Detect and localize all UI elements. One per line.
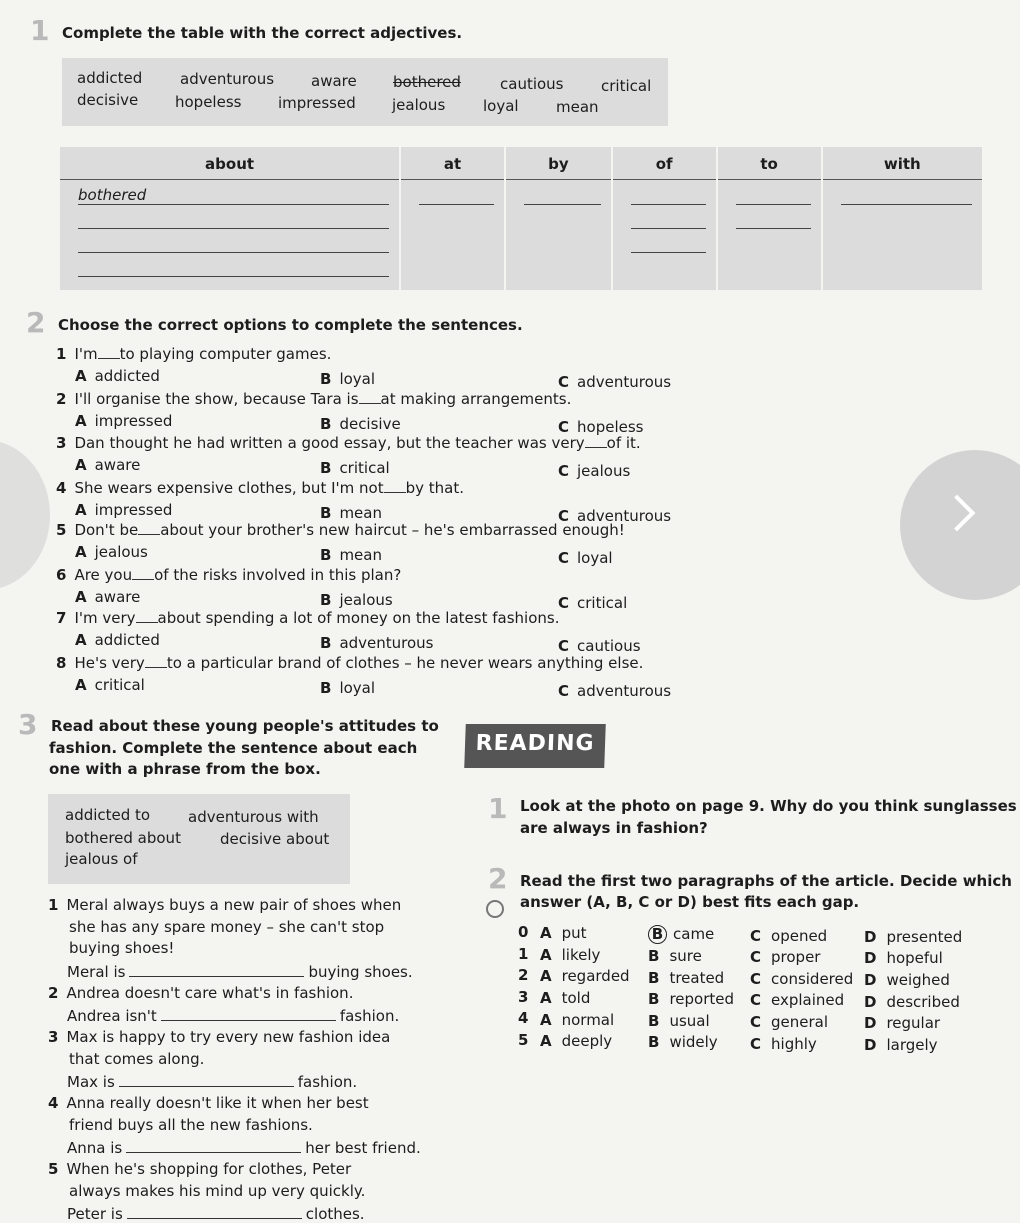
option-text: loyal bbox=[339, 679, 376, 697]
answer-blank[interactable] bbox=[136, 610, 158, 623]
option-text: cautious bbox=[577, 637, 641, 655]
sentence-start: Don't be bbox=[74, 521, 139, 539]
option-c[interactable] bbox=[558, 594, 627, 612]
option-letter: B bbox=[648, 1033, 660, 1052]
table-cell[interactable] bbox=[717, 180, 822, 291]
option-letter: D bbox=[864, 971, 877, 989]
answer-line[interactable] bbox=[631, 210, 706, 229]
gap-option-b[interactable] bbox=[648, 1033, 718, 1051]
sentence-end: of the risks involved in this plan? bbox=[154, 566, 402, 584]
answer-blank[interactable] bbox=[132, 567, 154, 580]
gap-number: 1 bbox=[518, 944, 529, 963]
completion-sentence bbox=[67, 1073, 357, 1091]
option-a[interactable] bbox=[75, 412, 172, 430]
option-letter: C bbox=[750, 926, 762, 945]
item-text-line bbox=[48, 896, 401, 914]
option-text: adventurous bbox=[577, 507, 672, 525]
question-sentence bbox=[56, 390, 571, 408]
option-a[interactable] bbox=[75, 456, 140, 474]
completion-sentence bbox=[67, 1139, 421, 1157]
item-line: Anna really doesn't like it when her best bbox=[66, 1094, 369, 1112]
answer-line[interactable] bbox=[161, 1020, 336, 1021]
item-number: 2 bbox=[48, 983, 59, 1002]
item-text-line bbox=[48, 1094, 369, 1112]
option-text: opened bbox=[771, 926, 828, 945]
sentence-start: Dan thought he had written a good essay, but the teacher was very bbox=[74, 434, 585, 452]
item-text-line bbox=[69, 1182, 365, 1200]
option-b[interactable] bbox=[320, 546, 382, 564]
option-text: deeply bbox=[561, 1032, 613, 1051]
exercise-number: 3 bbox=[18, 708, 38, 741]
reading-badge: READING bbox=[464, 724, 606, 768]
gap-option-d[interactable] bbox=[864, 971, 950, 989]
option-letter: C bbox=[750, 1013, 762, 1031]
answer-line[interactable] bbox=[841, 186, 972, 205]
question-sentence bbox=[56, 609, 559, 627]
option-text: critical bbox=[94, 676, 145, 694]
item-line: she has any spare money – she can't stop bbox=[69, 917, 385, 936]
question-number: 8 bbox=[56, 654, 67, 672]
option-a[interactable] bbox=[75, 676, 145, 694]
answer-line[interactable] bbox=[127, 1218, 302, 1219]
column-header: with bbox=[822, 147, 982, 180]
word: loyal bbox=[483, 97, 519, 115]
option-text: presented bbox=[886, 927, 963, 946]
option-letter: D bbox=[864, 1035, 877, 1054]
option-text: critical bbox=[577, 594, 628, 612]
sentence-end: to playing computer games. bbox=[119, 345, 332, 363]
phrase: addicted to bbox=[65, 806, 151, 824]
gap-option-a[interactable] bbox=[540, 924, 587, 942]
gap-option-b[interactable] bbox=[648, 947, 702, 965]
option-text: impressed bbox=[94, 412, 173, 430]
option-letter: A bbox=[75, 588, 87, 606]
option-letter: C bbox=[558, 418, 570, 436]
column-header: about bbox=[60, 147, 400, 180]
option-letter: C bbox=[558, 373, 570, 391]
target-icon bbox=[486, 900, 504, 918]
option-letter: B bbox=[648, 968, 660, 987]
option-letter: B bbox=[320, 415, 332, 433]
item-text-line bbox=[69, 918, 384, 936]
selected-option-circle: B bbox=[648, 925, 667, 944]
option-b[interactable] bbox=[320, 634, 434, 652]
gap-option-d[interactable] bbox=[864, 1036, 938, 1054]
sentence-start: She wears expensive clothes, but I'm not bbox=[74, 479, 384, 497]
option-b[interactable] bbox=[320, 415, 401, 433]
option-letter: A bbox=[540, 1010, 552, 1029]
option-letter: A bbox=[540, 967, 552, 986]
item-line: Max is happy to try every new fashion idea bbox=[66, 1028, 391, 1046]
item-number: 1 bbox=[48, 896, 59, 914]
exercise-instruction-line: one with a phrase from the box. bbox=[49, 760, 321, 778]
sentence-start: Andrea isn't bbox=[67, 1007, 157, 1025]
sentence-end: her best friend. bbox=[305, 1139, 421, 1157]
item-text-line bbox=[48, 984, 353, 1002]
phrase: decisive about bbox=[220, 830, 330, 848]
option-a[interactable] bbox=[75, 631, 160, 649]
option-text: adventurous bbox=[577, 682, 672, 700]
option-letter: D bbox=[864, 927, 877, 946]
question-sentence bbox=[56, 434, 641, 452]
option-text: critical bbox=[339, 459, 390, 477]
option-text: regular bbox=[886, 1014, 941, 1033]
option-letter: A bbox=[75, 367, 87, 385]
sentence-end: fashion. bbox=[297, 1073, 358, 1091]
option-text: impressed bbox=[94, 501, 173, 519]
option-letter: A bbox=[540, 1032, 552, 1051]
option-text: treated bbox=[669, 968, 725, 987]
gap-option-a[interactable] bbox=[540, 946, 600, 964]
option-c[interactable] bbox=[558, 549, 613, 567]
question-number: 2 bbox=[488, 862, 508, 895]
word: addicted bbox=[77, 69, 143, 87]
item-text-line bbox=[69, 1050, 204, 1068]
exercise-instruction-line: fashion. Complete the sentence about each bbox=[49, 739, 418, 757]
option-text: general bbox=[771, 1013, 829, 1031]
item-text-line bbox=[48, 1160, 351, 1178]
sentence-end: of it. bbox=[606, 434, 641, 452]
column-header: of bbox=[612, 147, 717, 180]
sentence-start: I'm bbox=[74, 345, 98, 363]
example-answer: bothered bbox=[78, 186, 389, 205]
item-text-line bbox=[69, 1116, 313, 1134]
option-text: largely bbox=[886, 1035, 938, 1054]
gap-number: 0 bbox=[518, 923, 529, 941]
sentence-end: about your brother's new haircut – he's embarrassed enough! bbox=[160, 521, 625, 539]
word: jealous bbox=[392, 96, 446, 114]
option-letter: C bbox=[558, 594, 570, 612]
question-number: 1 bbox=[488, 792, 508, 825]
item-text-line bbox=[69, 939, 174, 957]
option-text: regarded bbox=[561, 967, 630, 986]
option-text: mean bbox=[339, 546, 382, 564]
option-letter: B bbox=[648, 947, 660, 965]
option-b[interactable] bbox=[320, 591, 393, 609]
option-letter: C bbox=[558, 637, 570, 655]
exercise-instruction-line: Read about these young people's attitudes to bbox=[51, 717, 439, 735]
answer-line[interactable] bbox=[419, 186, 494, 205]
option-letter: B bbox=[320, 459, 332, 477]
gap-option-a[interactable] bbox=[540, 967, 630, 985]
completion-sentence bbox=[67, 1205, 365, 1223]
word: critical bbox=[601, 77, 652, 95]
option-text: considered bbox=[771, 969, 854, 988]
phrase: jealous of bbox=[65, 850, 138, 868]
gap-option-c[interactable] bbox=[750, 1035, 817, 1053]
answer-blank[interactable] bbox=[98, 346, 120, 359]
option-letter: B bbox=[320, 504, 332, 522]
sentence-start: I'm very bbox=[74, 609, 136, 627]
option-a[interactable] bbox=[75, 501, 172, 519]
gap-option-a[interactable] bbox=[540, 989, 590, 1007]
phrase: adventurous with bbox=[188, 808, 319, 826]
answer-blank[interactable] bbox=[145, 655, 167, 668]
option-text: jealous bbox=[577, 462, 631, 480]
question-number: 2 bbox=[56, 390, 67, 408]
table-cell[interactable] bbox=[400, 180, 505, 291]
option-text: put bbox=[561, 924, 587, 943]
option-text: jealous bbox=[339, 591, 393, 609]
gap-option-c[interactable] bbox=[750, 927, 827, 945]
option-letter: D bbox=[864, 1014, 877, 1033]
option-b[interactable] bbox=[320, 679, 375, 697]
option-letter: B bbox=[320, 370, 332, 388]
sentence-start: I'll organise the show, because Tara is bbox=[74, 390, 359, 408]
option-letter: A bbox=[75, 543, 87, 561]
question-sentence bbox=[56, 654, 643, 672]
sentence-start: Are you bbox=[74, 566, 133, 584]
gap-option-b[interactable] bbox=[648, 969, 724, 987]
option-a[interactable] bbox=[75, 588, 140, 606]
option-text: told bbox=[561, 989, 591, 1007]
question-number: 1 bbox=[56, 345, 67, 363]
sentence-start: He's very bbox=[74, 654, 145, 672]
option-letter: A bbox=[75, 676, 87, 694]
answer-line[interactable] bbox=[736, 210, 811, 229]
question-number: 4 bbox=[56, 479, 67, 497]
item-number: 4 bbox=[48, 1094, 59, 1112]
gap-option-b[interactable] bbox=[648, 1012, 710, 1030]
option-letter: B bbox=[320, 634, 332, 652]
option-b[interactable] bbox=[320, 370, 375, 388]
item-line: Andrea doesn't care what's in fashion. bbox=[66, 983, 354, 1002]
sentence-end: buying shoes. bbox=[308, 962, 413, 981]
answer-line[interactable] bbox=[129, 976, 304, 977]
question-sentence bbox=[56, 345, 331, 363]
word: impressed bbox=[278, 94, 356, 112]
word-struck: bothered bbox=[393, 73, 461, 91]
gap-option-d[interactable] bbox=[864, 949, 943, 967]
gap-option-d[interactable] bbox=[864, 928, 962, 946]
gap-option-c[interactable] bbox=[750, 991, 844, 1009]
gap-option-c[interactable] bbox=[750, 948, 820, 966]
item-number: 3 bbox=[48, 1028, 59, 1046]
phrase: bothered about bbox=[65, 829, 181, 847]
option-letter: C bbox=[558, 682, 570, 700]
answer-blank[interactable] bbox=[138, 522, 160, 535]
option-letter: A bbox=[75, 501, 87, 519]
sentence-start: Anna is bbox=[67, 1139, 123, 1157]
exercise-number: 2 bbox=[26, 306, 46, 339]
item-text-line bbox=[48, 1028, 390, 1046]
sentence-end: clothes. bbox=[305, 1205, 365, 1223]
answer-line[interactable] bbox=[78, 258, 389, 277]
option-text: aware bbox=[94, 588, 141, 606]
question-sentence bbox=[56, 479, 464, 497]
option-letter: C bbox=[558, 507, 570, 525]
word: hopeless bbox=[175, 93, 242, 111]
exercise-instruction: Choose the correct options to complete the sentences. bbox=[58, 316, 523, 334]
option-letter: C bbox=[750, 948, 762, 967]
option-letter: A bbox=[540, 989, 552, 1007]
answer-blank[interactable] bbox=[585, 435, 607, 448]
question-number: 5 bbox=[56, 521, 67, 539]
answer-line[interactable] bbox=[524, 186, 601, 205]
word: decisive bbox=[77, 91, 139, 109]
item-line: that comes along. bbox=[69, 1049, 205, 1068]
option-a[interactable] bbox=[75, 543, 148, 561]
gap-option-d[interactable] bbox=[864, 1014, 940, 1032]
gap-option-a[interactable] bbox=[540, 1011, 614, 1029]
question-sentence bbox=[56, 566, 401, 584]
option-text: explained bbox=[771, 991, 845, 1010]
adjective-table bbox=[60, 147, 982, 290]
item-line: friend buys all the new fashions. bbox=[69, 1115, 313, 1134]
answer-line[interactable] bbox=[119, 1086, 294, 1087]
item-number: 5 bbox=[48, 1160, 59, 1178]
option-letter: B bbox=[648, 1011, 660, 1030]
option-text: described bbox=[886, 992, 960, 1011]
sentence-end: to a particular brand of clothes – he never wears anything else. bbox=[166, 654, 644, 672]
option-b[interactable] bbox=[320, 504, 382, 522]
option-letter: A bbox=[540, 945, 552, 964]
sentence-start: Meral is bbox=[67, 962, 126, 981]
option-letter: A bbox=[75, 456, 87, 474]
option-letter: C bbox=[750, 969, 762, 988]
option-text: usual bbox=[669, 1011, 710, 1030]
sentence-end: by that. bbox=[405, 479, 464, 497]
gap-number: 5 bbox=[518, 1031, 529, 1049]
gap-option-b[interactable] bbox=[648, 925, 714, 944]
option-text: reported bbox=[669, 990, 735, 1009]
option-text: proper bbox=[771, 948, 821, 967]
word: aware bbox=[311, 72, 357, 90]
option-c[interactable] bbox=[558, 462, 630, 480]
question-text-line: answer (A, B, C or D) best fits each gap. bbox=[520, 893, 860, 911]
option-text: likely bbox=[561, 945, 601, 964]
sentence-start: Max is bbox=[67, 1073, 115, 1091]
question-sentence bbox=[56, 521, 625, 539]
word: cautious bbox=[500, 75, 564, 93]
option-text: loyal bbox=[577, 549, 613, 567]
option-text: loyal bbox=[339, 370, 376, 388]
item-line: When he's shopping for clothes, Peter bbox=[66, 1160, 352, 1178]
question-text-line: Read the first two paragraphs of the article. Decide which bbox=[520, 872, 1012, 890]
table-cell[interactable] bbox=[612, 180, 717, 291]
gap-option-c[interactable] bbox=[750, 970, 853, 988]
option-text: adventurous bbox=[339, 634, 434, 652]
column-header: to bbox=[717, 147, 822, 180]
option-text: weighed bbox=[886, 971, 950, 989]
question-text-line: Look at the photo on page 9. Why do you think sunglasses bbox=[520, 797, 1017, 815]
answer-blank[interactable] bbox=[384, 480, 406, 493]
table-cell[interactable] bbox=[60, 180, 400, 291]
option-text: mean bbox=[339, 504, 382, 522]
option-text: aware bbox=[94, 456, 141, 474]
option-letter: A bbox=[540, 924, 552, 943]
exercise-number: 1 bbox=[30, 14, 50, 47]
option-letter: B bbox=[320, 546, 332, 564]
gap-option-a[interactable] bbox=[540, 1032, 612, 1050]
option-text: came bbox=[673, 925, 715, 944]
word: mean bbox=[556, 98, 599, 116]
gap-number: 2 bbox=[518, 966, 529, 985]
option-text: addicted bbox=[94, 631, 160, 649]
completion-sentence bbox=[67, 1007, 399, 1025]
table-cell[interactable] bbox=[505, 180, 612, 291]
gap-option-b[interactable] bbox=[648, 990, 734, 1008]
answer-line[interactable] bbox=[78, 234, 389, 253]
question-number: 7 bbox=[56, 609, 67, 627]
option-text: normal bbox=[561, 1010, 615, 1029]
column-header: by bbox=[505, 147, 612, 180]
option-text: adventurous bbox=[577, 373, 672, 391]
option-letter: C bbox=[558, 549, 570, 567]
previous-page-overlay bbox=[0, 440, 50, 590]
sentence-end: at making arrangements. bbox=[380, 390, 572, 408]
table-cell[interactable] bbox=[822, 180, 982, 291]
option-letter: D bbox=[864, 992, 877, 1011]
option-c[interactable] bbox=[558, 637, 641, 655]
sentence-end: about spending a lot of money on the latest fashions. bbox=[157, 609, 560, 627]
option-a[interactable] bbox=[75, 367, 160, 385]
question-number: 6 bbox=[56, 566, 67, 584]
column-header: at bbox=[400, 147, 505, 180]
option-c[interactable] bbox=[558, 373, 671, 391]
option-letter: B bbox=[320, 679, 332, 697]
item-line: Meral always buys a new pair of shoes when bbox=[66, 896, 402, 914]
option-letter: B bbox=[648, 990, 660, 1009]
answer-line[interactable] bbox=[631, 234, 706, 253]
option-text: highly bbox=[771, 1034, 817, 1053]
gap-number: 3 bbox=[518, 987, 529, 1006]
sentence-start: Peter is bbox=[67, 1205, 123, 1223]
answer-line[interactable] bbox=[631, 186, 706, 205]
answer-line[interactable] bbox=[78, 210, 389, 229]
option-letter: A bbox=[75, 631, 87, 649]
answer-blank[interactable] bbox=[359, 391, 381, 404]
option-text: addicted bbox=[94, 367, 160, 385]
option-letter: A bbox=[75, 412, 87, 430]
answer-line[interactable] bbox=[736, 186, 811, 205]
option-text: hopeful bbox=[886, 949, 943, 968]
item-line: buying shoes! bbox=[69, 939, 175, 957]
option-text: jealous bbox=[94, 543, 148, 561]
option-c[interactable] bbox=[558, 682, 671, 700]
option-letter: D bbox=[864, 949, 877, 968]
question-number: 3 bbox=[56, 434, 67, 452]
option-text: decisive bbox=[339, 415, 401, 433]
answer-line[interactable] bbox=[126, 1152, 301, 1153]
word: adventurous bbox=[180, 70, 275, 88]
option-text: widely bbox=[669, 1033, 718, 1052]
option-letter: B bbox=[320, 591, 332, 609]
option-letter: C bbox=[750, 991, 762, 1010]
option-letter: C bbox=[750, 1034, 762, 1053]
exercise-instruction: Complete the table with the correct adjectives. bbox=[62, 24, 463, 42]
gap-option-d[interactable] bbox=[864, 993, 960, 1011]
sentence-end: fashion. bbox=[339, 1007, 400, 1025]
completion-sentence bbox=[67, 963, 413, 981]
option-b[interactable] bbox=[320, 459, 390, 477]
option-text: hopeless bbox=[577, 418, 644, 436]
gap-option-c[interactable] bbox=[750, 1013, 828, 1031]
gap-number: 4 bbox=[518, 1009, 529, 1028]
option-text: sure bbox=[669, 947, 702, 965]
item-line: always makes his mind up very quickly. bbox=[69, 1181, 366, 1200]
option-letter: C bbox=[558, 462, 570, 480]
question-text-line: are always in fashion? bbox=[520, 819, 708, 837]
